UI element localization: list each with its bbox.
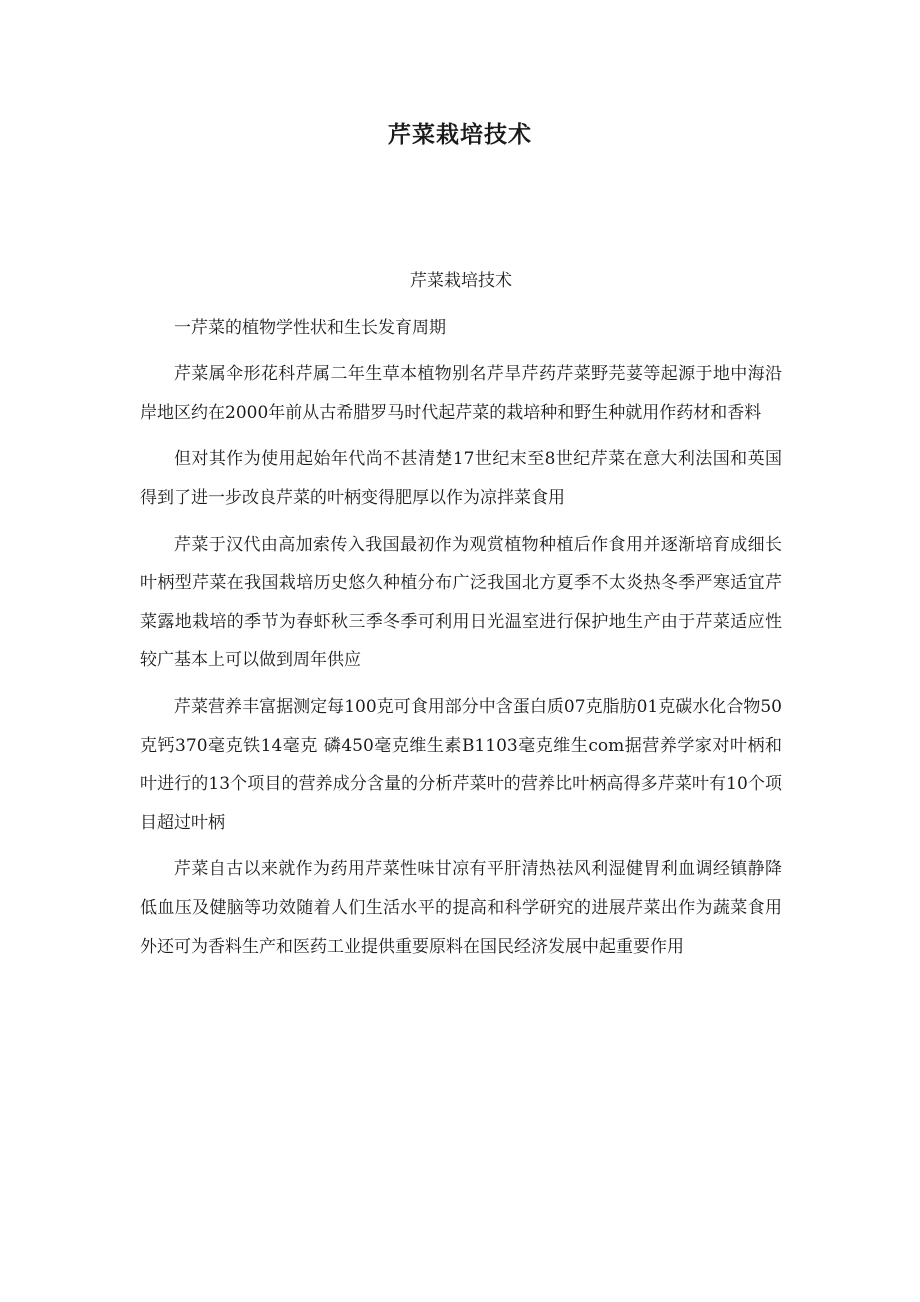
section-heading: 一芹菜的植物学性状和生长发育周期	[174, 317, 446, 338]
paragraph-origin: 芹菜属伞形花科芹属二年生草本植物别名芹旱芹药芹菜野芫荽等起源于地中海沿岸地区约在2000年前从古希腊罗马时代起芹菜的栽培种和野生种就用作药材和香料	[140, 364, 782, 423]
page-title: 芹菜栽培技术	[388, 121, 532, 148]
paragraph-nutrition: 芹菜营养丰富据测定每100克可食用部分中含蛋白质07克脂肪01克碳水化合物50克钙370毫克铁14毫克 磷450毫克维生素B1103毫克维生com据营养学家对叶柄和叶进行的13个项目的营养成分含量的分析芹菜叶的营养比叶柄高得多芹菜叶有10个项目超过叶柄	[140, 696, 782, 833]
document-subtitle: 芹菜栽培技术	[410, 271, 512, 291]
paragraph-medicinal-use: 芹菜自古以来就作为药用芹菜性味甘凉有平肝清热祛风利湿健胃利血调经镇静降低血压及健脑等功效随着人们生活水平的提高和科学研究的进展芹菜出作为蔬菜食用外还可为香料生产和医药工业提供重要原料在国民经济发展中起重要作用	[140, 859, 782, 957]
document-body	[140, 262, 782, 974]
paragraph-china-cultivation: 芹菜于汉代由高加索传入我国最初作为观赏植物种植后作食用并逐渐培育成细长叶柄型芹菜在我国栽培历史悠久种植分布广泛我国北方夏季不太炎热冬季严寒适宜芹菜露地栽培的季节为春虾秋三季冬季可利用日光温室进行保护地生产由于芹菜适应性较广基本上可以做到周年供应	[140, 534, 782, 671]
paragraph-history: 但对其作为使用起始年代尚不甚清楚17世纪末至8世纪芹菜在意大利法国和英国得到了进一步改良芹菜的叶柄变得肥厚以作为凉拌菜食用	[140, 449, 782, 508]
